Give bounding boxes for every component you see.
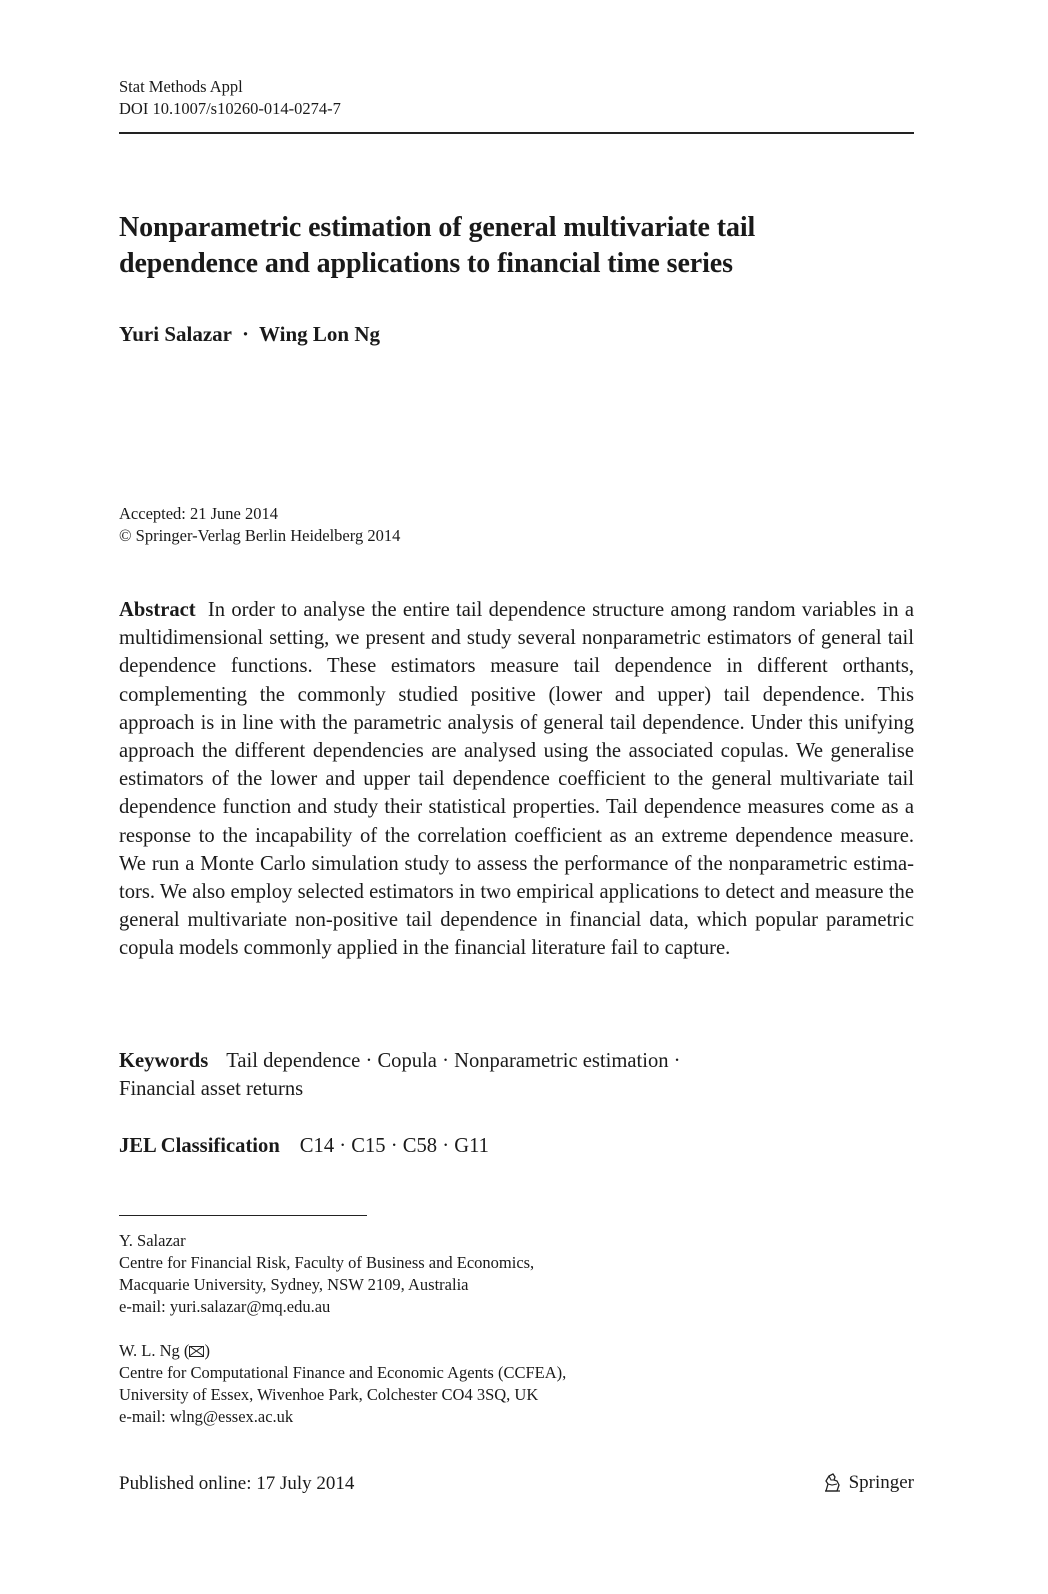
springer-horse-icon — [822, 1472, 844, 1494]
affiliation-salazar — [119, 1230, 534, 1318]
keywords-line-2: Financial asset returns — [119, 1078, 304, 1101]
doi[interactable]: DOI 10.1007/s10260-014-0274-7 — [119, 99, 341, 118]
affiliation-name-close: ) — [204, 1341, 210, 1360]
affiliation-email[interactable]: e-mail: wlng@essex.ac.uk — [119, 1407, 294, 1426]
journal-name: Stat Methods Appl — [119, 77, 243, 96]
affiliation-name: Y. Salazar — [119, 1231, 186, 1250]
keywords-section — [119, 1047, 914, 1103]
jel-classification — [119, 1132, 489, 1160]
journal-header — [119, 76, 341, 120]
paper-title — [119, 210, 914, 282]
affiliation-ng — [119, 1340, 566, 1428]
author-salazar: Yuri Salazar — [119, 322, 232, 346]
affiliation-line: Macquarie University, Sydney, NSW 2109, Australia — [119, 1275, 469, 1294]
jel-codes: C14 · C15 · C58 · G11 — [299, 1135, 489, 1157]
abstract-label: Abstract — [119, 599, 196, 621]
affiliation-line: Centre for Computational Finance and Economic Agents (CCFEA), — [119, 1363, 567, 1382]
author-list — [119, 320, 380, 348]
publisher-name: Springer — [848, 1472, 914, 1493]
jel-label: JEL Classification — [119, 1135, 280, 1157]
affiliation-name: W. L. Ng ( — [119, 1341, 190, 1360]
footnote-rule — [119, 1215, 367, 1216]
published-online: Published online: 17 July 2014 — [119, 1473, 355, 1494]
publisher-logo — [822, 1470, 914, 1496]
title-line-2: dependence and applications to financial time series — [119, 248, 733, 279]
author-ng: Wing Lon Ng — [259, 322, 380, 346]
envelope-icon — [189, 1346, 204, 1357]
affiliation-line: Centre for Financial Risk, Faculty of Business and Economics, — [119, 1253, 535, 1272]
affiliation-email[interactable]: e-mail: yuri.salazar@mq.edu.au — [119, 1297, 331, 1316]
affiliation-line: University of Essex, Wivenhoe Park, Colchester CO4 3SQ, UK — [119, 1385, 539, 1404]
accepted-date: Accepted: 21 June 2014 — [119, 504, 278, 523]
publication-dates — [119, 503, 400, 547]
keywords-label: Keywords — [119, 1050, 209, 1072]
header-rule — [119, 132, 914, 134]
title-line-1: Nonparametric estimation of general multivariate tail — [119, 212, 756, 243]
author-separator: · — [241, 322, 249, 346]
abstract-section — [119, 596, 914, 963]
copyright-notice: © Springer-Verlag Berlin Heidelberg 2014 — [119, 526, 401, 545]
keywords-line-1: Tail dependence · Copula · Nonparametric estimation · — [226, 1050, 681, 1072]
abstract-text: In order to analyse the entire tail dependence structure among random variables in a multidimensional setting, we present and study several nonparametric estimators of general tail dependence functions. These estimators measure tail dependence in different orthants, complementing the commonly studied positive (lower and upper) tail dependence. This approach is in line with the parametric analysis of general tail dependence. Under this unifying approach the different dependencies are analysed using the associated copulas. We generalise estimators of the lower and upper tail dependence coefficient to the general multivariate tail dependence function and study their statistical properties. Tail dependence measures come as a response to the incapability of the correlation coefficient as an extreme dependence measure. We run a Monte Carlo simulation study to assess the performance of the nonparametric estimators. We also employ selected estimators in two empirical applications to detect and measure the general multivariate non-positive tail dependence in financial data, which popular parametric copula models commonly applied in the financial literature fail to capture. — [119, 599, 914, 960]
affiliation-name-row — [119, 1340, 566, 1362]
